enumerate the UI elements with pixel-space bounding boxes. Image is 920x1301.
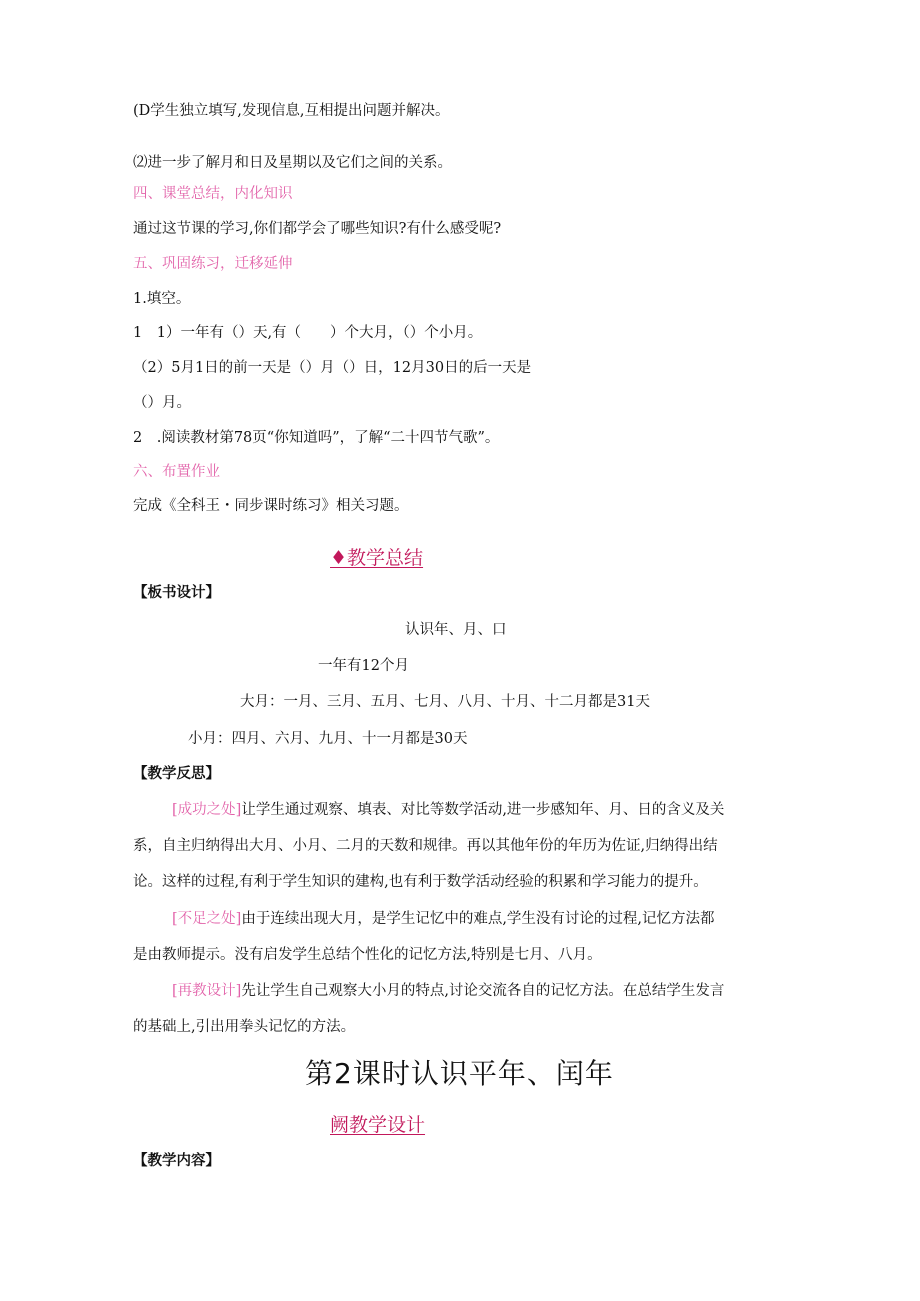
success-paragraph-line-2: 系，自主归纳得出大月、小月、二月的天数和规律。再以其他年份的年历为佐证,归纳得出结 — [133, 838, 718, 854]
shortage-paragraph-line-2: 是由教师提示。没有启发学生总结个性化的记忆方法,特别是七月、八月。 — [133, 947, 602, 963]
step-2: ⑵进一步了解月和日及星期以及它们之间的关系。 — [133, 155, 452, 171]
exercise-1-question-2-continued: （）月。 — [133, 395, 191, 411]
section-6-text: 完成《全科王・同步课时练习》相关习题。 — [133, 498, 409, 514]
board-title: 认识年、月、口 — [405, 622, 507, 638]
shortage-tag: [不足之处] — [172, 911, 242, 927]
redesign-paragraph-line-2: 的基础上,引出用拳头记忆的方法。 — [133, 1019, 356, 1035]
shortage-text-1: 由于连续出现大月，是学生记忆中的难点,学生没有讨论的过程,记忆方法都 — [241, 911, 715, 927]
exercise-1-question-1: 1 1）一年有（）天,有（ ）个大月，（）个小月。 — [133, 325, 483, 341]
board-line-2: 大月：一月、三月、五月、七月、八月、十月、十二月都是31天 — [240, 694, 650, 710]
design-heading: 阙教学设计 — [330, 1114, 426, 1136]
reflection-label: 【教学反思】 — [133, 765, 220, 782]
redesign-tag: [再教设计] — [172, 983, 242, 999]
section-4-title: 四、课堂总结，内化知识 — [133, 186, 293, 202]
lesson-title: 第2课时认识平年、闰年 — [305, 1057, 614, 1090]
success-paragraph-line-3: 论。这样的过程,有利于学生知识的建构,也有利于数学活动经验的积累和学习能力的提升。 — [133, 874, 708, 890]
redesign-paragraph-line-1 — [172, 981, 724, 1001]
summary-heading: ♦教学总结 — [330, 547, 424, 569]
exercise-1-question-2: （2）5月1日的前一天是（）月（）日，12月30日的后一天是 — [133, 360, 532, 376]
success-text-1: 让学生通过观察、填表、对比等数学活动,进一步感知年、月、日的含义及关 — [241, 802, 725, 818]
exercise-2: 2 .阅读教材第78页“你知道吗”，了解“二十四节气歌”。 — [133, 430, 500, 446]
teaching-content-label: 【教学内容】 — [133, 1152, 220, 1169]
board-design-label: 【板书设计】 — [133, 584, 220, 601]
step-1: (D学生独立填写,发现信息,互相提出问题并解决。 — [133, 103, 450, 119]
success-paragraph-line-1 — [172, 800, 724, 820]
success-tag: [成功之处] — [172, 802, 242, 818]
section-5-title: 五、巩固练习，迁移延伸 — [133, 256, 293, 272]
section-6-title: 六、布置作业 — [133, 464, 220, 480]
redesign-text-1: 先让学生自己观察大小月的特点,讨论交流各自的记忆方法。在总结学生发言 — [241, 983, 725, 999]
shortage-paragraph-line-1 — [172, 909, 715, 929]
board-line-3: 小月：四月、六月、九月、十一月都是30天 — [188, 731, 468, 747]
exercise-1-title: 1.填空。 — [133, 291, 191, 307]
board-line-1: 一年有12个月 — [318, 658, 409, 674]
section-4-text: 通过这节课的学习,你们都学会了哪些知识?有什么感受呢? — [133, 221, 502, 237]
